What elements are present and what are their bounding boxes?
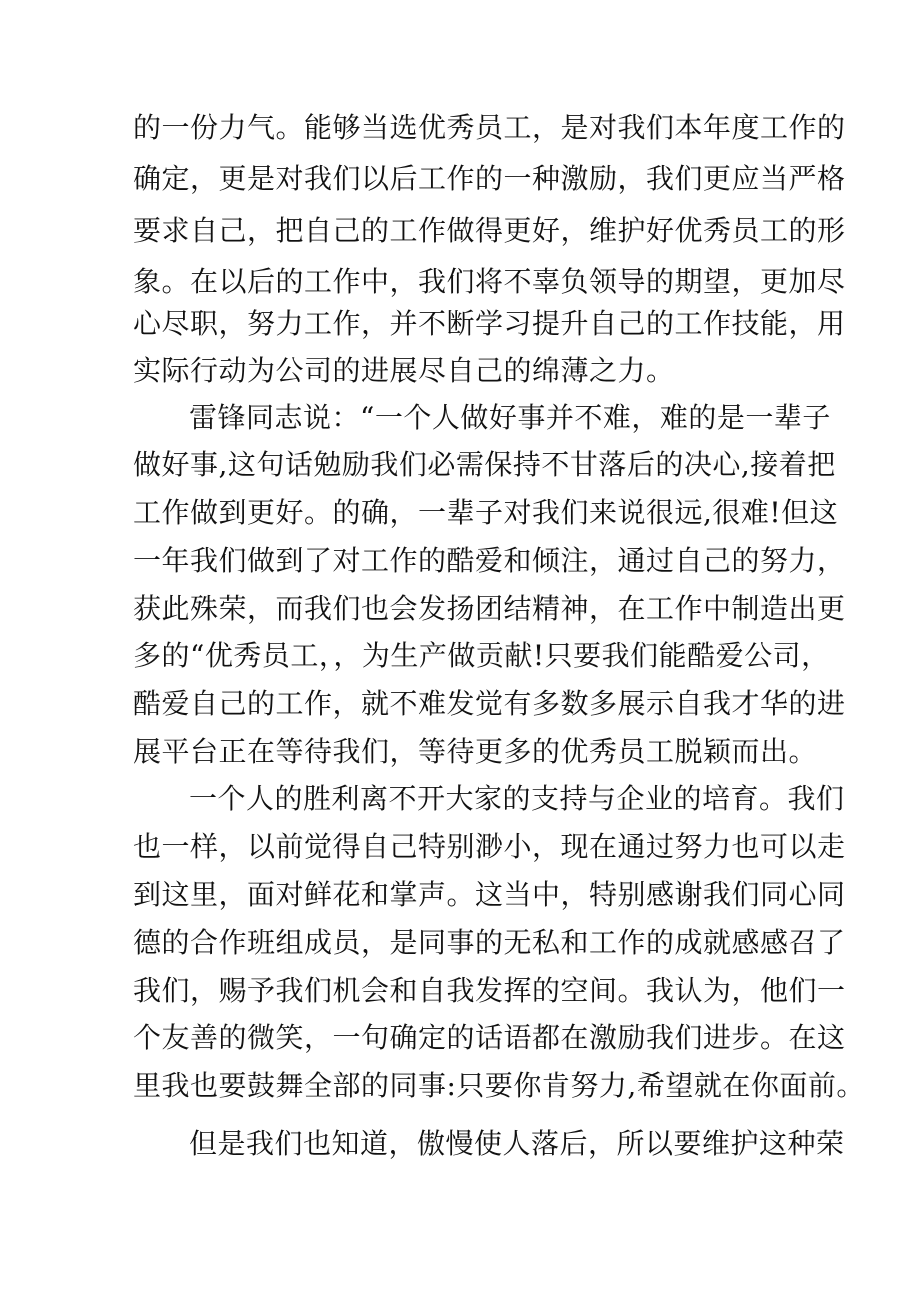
paragraph-line: 做好事,这句话勉励我们必需保持不甘落后的决心,接着把 xyxy=(133,448,836,481)
paragraph-line: 要求自己，把自己的工作做得更好，维护好优秀员工的形 xyxy=(133,214,846,247)
paragraph-line: 确定，更是对我们以后工作的一种激励，我们更应当严格 xyxy=(133,162,846,195)
paragraph-line: 的一份力气。能够当选优秀员工，是对我们本年度工作的 xyxy=(133,111,846,144)
paragraph-line: 德的合作班组成员，是同事的无私和工作的成就感感召了 xyxy=(133,926,846,959)
paragraph-line: 多的“优秀员工，，为生产做贡献!只要我们能酷爱公司， xyxy=(133,639,830,672)
paragraph-line: 里我也要鼓舞全部的同事:只要你肯努力,希望就在你面前。 xyxy=(133,1069,865,1102)
paragraph-line: 实际行动为公司的进展尽自己的绵薄之力。 xyxy=(133,354,675,387)
paragraph-line: 但是我们也知道，傲慢使人落后，所以要维护这种荣 xyxy=(189,1127,845,1160)
paragraph-line: 我们，赐予我们机会和自我发挥的空间。我认为，他们一 xyxy=(133,974,846,1007)
paragraph-line: 一个人的胜利离不开大家的支持与企业的培育。我们 xyxy=(189,782,845,815)
paragraph-line: 展平台正在等待我们，等待更多的优秀员工脱颖而出。 xyxy=(133,735,818,768)
paragraph-line: 获此殊荣，而我们也会发扬团结精神，在工作中制造出更 xyxy=(133,592,846,625)
paragraph-line: 象。在以后的工作中，我们将不辜负领导的期望，更加尽 xyxy=(133,265,846,298)
paragraph-line: 雷锋同志说：“一个人做好事并不难，难的是一辈子 xyxy=(189,401,831,434)
paragraph-line: 个友善的微笑，一句确定的话语都在激励我们进步。在这 xyxy=(133,1021,846,1054)
paragraph-line: 到这里，面对鲜花和掌声。这当中，特别感谢我们同心同 xyxy=(133,878,846,911)
paragraph-line: 一年我们做到了对工作的酷爱和倾注，通过自己的努力， xyxy=(133,544,846,577)
paragraph-line: 工作做到更好。的确，一辈子对我们来说很远,很难!但这 xyxy=(133,496,839,529)
paragraph-line: 心尽职，努力工作，并不断学习提升自己的工作技能，用 xyxy=(133,307,846,340)
paragraph-line: 也一样，以前觉得自己特别渺小，现在通过努力也可以走 xyxy=(133,830,846,863)
paragraph-line: 酷爱自己的工作，就不难发觉有多数多展示自我才华的进 xyxy=(133,687,846,720)
